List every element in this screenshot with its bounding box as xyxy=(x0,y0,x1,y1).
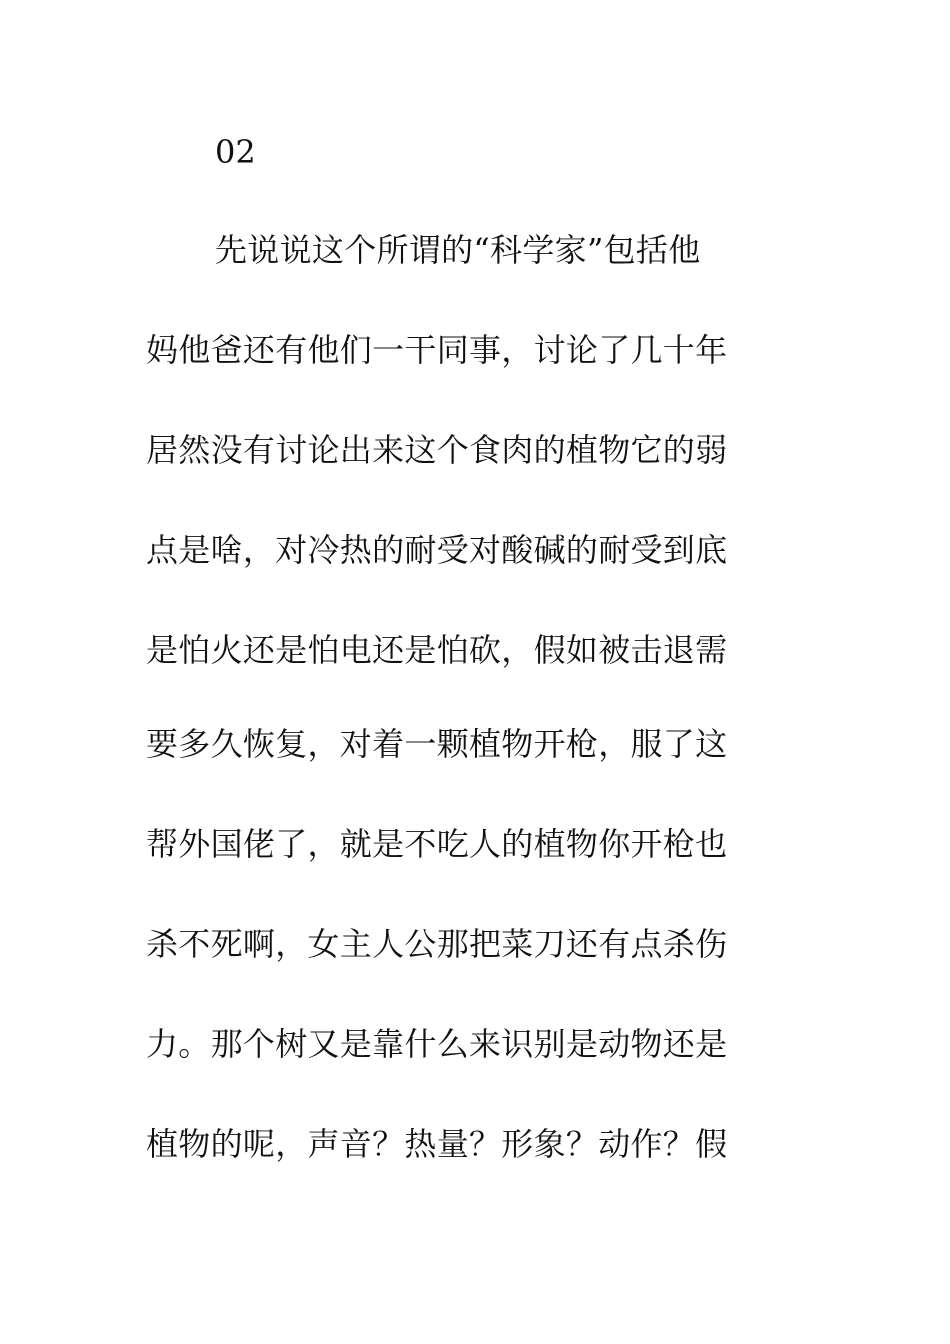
paragraph-line: 是怕火还是怕电还是怕砍，假如被击退需 xyxy=(146,631,728,669)
paragraph-line: 帮外国佬了，就是不吃人的植物你开枪也 xyxy=(146,825,728,863)
paragraph-line: 妈他爸还有他们一干同事，讨论了几十年 xyxy=(146,331,728,369)
paragraph-line: 力。那个树又是靠什么来识别是动物还是 xyxy=(146,1025,728,1063)
paragraph-line: 居然没有讨论出来这个食肉的植物它的弱 xyxy=(146,431,728,469)
paragraph-line: 先说说这个所谓的“科学家”包括他 xyxy=(215,231,701,269)
section-number: 02 xyxy=(215,133,256,171)
paragraph-line: 要多久恢复，对着一颗植物开枪，服了这 xyxy=(146,725,728,763)
paragraph-line: 杀不死啊，女主人公那把菜刀还有点杀伤 xyxy=(146,925,728,963)
paragraph-line: 点是啥，对冷热的耐受对酸碱的耐受到底 xyxy=(146,531,728,569)
paragraph-line: 植物的呢，声音？热量？形象？动作？假 xyxy=(146,1125,728,1163)
